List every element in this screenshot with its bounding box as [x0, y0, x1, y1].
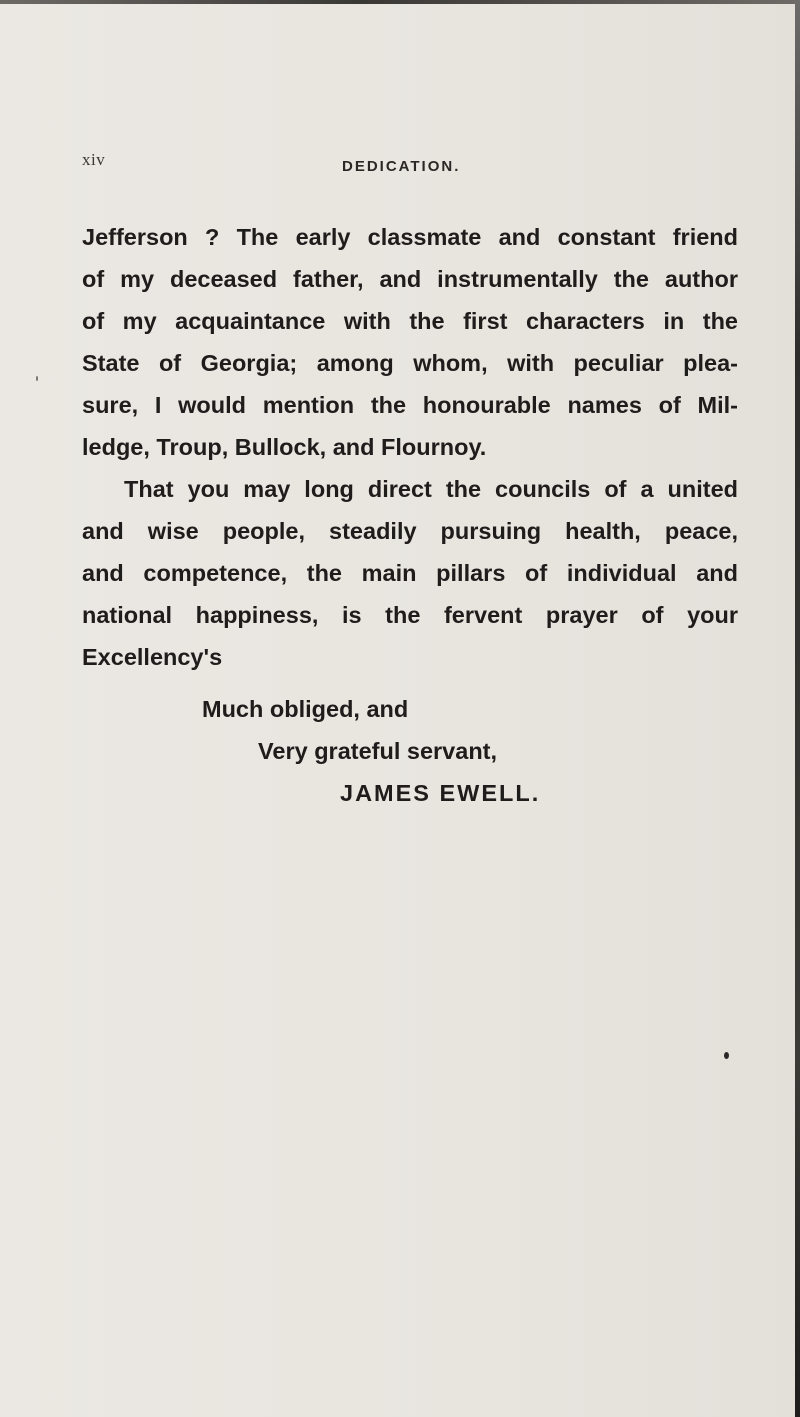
- text-line: That you may long direct the councils of a united: [124, 476, 738, 502]
- closing-line: Very grateful servant,: [258, 738, 498, 764]
- text-line: of my deceased father, and instrumentally the author: [82, 266, 738, 292]
- closing-line: Much obliged, and: [202, 696, 409, 722]
- text-line: and competence, the main pillars of individual and: [82, 560, 738, 586]
- page-right-edge: [795, 0, 800, 1417]
- ink-speck: [36, 376, 38, 381]
- text-line: national happiness, is the fervent prayer of your: [82, 602, 738, 628]
- signature: JAMES EWELL.: [340, 780, 541, 806]
- page-number: xiv: [82, 150, 106, 169]
- running-head: DEDICATION.: [342, 158, 461, 175]
- ink-speck: [724, 1052, 729, 1059]
- text-line: Excellency's: [82, 644, 223, 670]
- dedication-text: [82, 216, 738, 678]
- text-line: sure, I would mention the honourable names of Mil-: [82, 392, 738, 418]
- text-line: State of Georgia; among whom, with peculiar plea-: [82, 350, 738, 376]
- text-line: Jefferson ? The early classmate and constant friend: [82, 224, 738, 250]
- text-line: and wise people, steadily pursuing health, peace,: [82, 518, 738, 544]
- text-line: ledge, Troup, Bullock, and Flournoy.: [82, 434, 487, 460]
- page-top-edge: [0, 0, 800, 4]
- text-line: of my acquaintance with the first characters in the: [82, 308, 738, 334]
